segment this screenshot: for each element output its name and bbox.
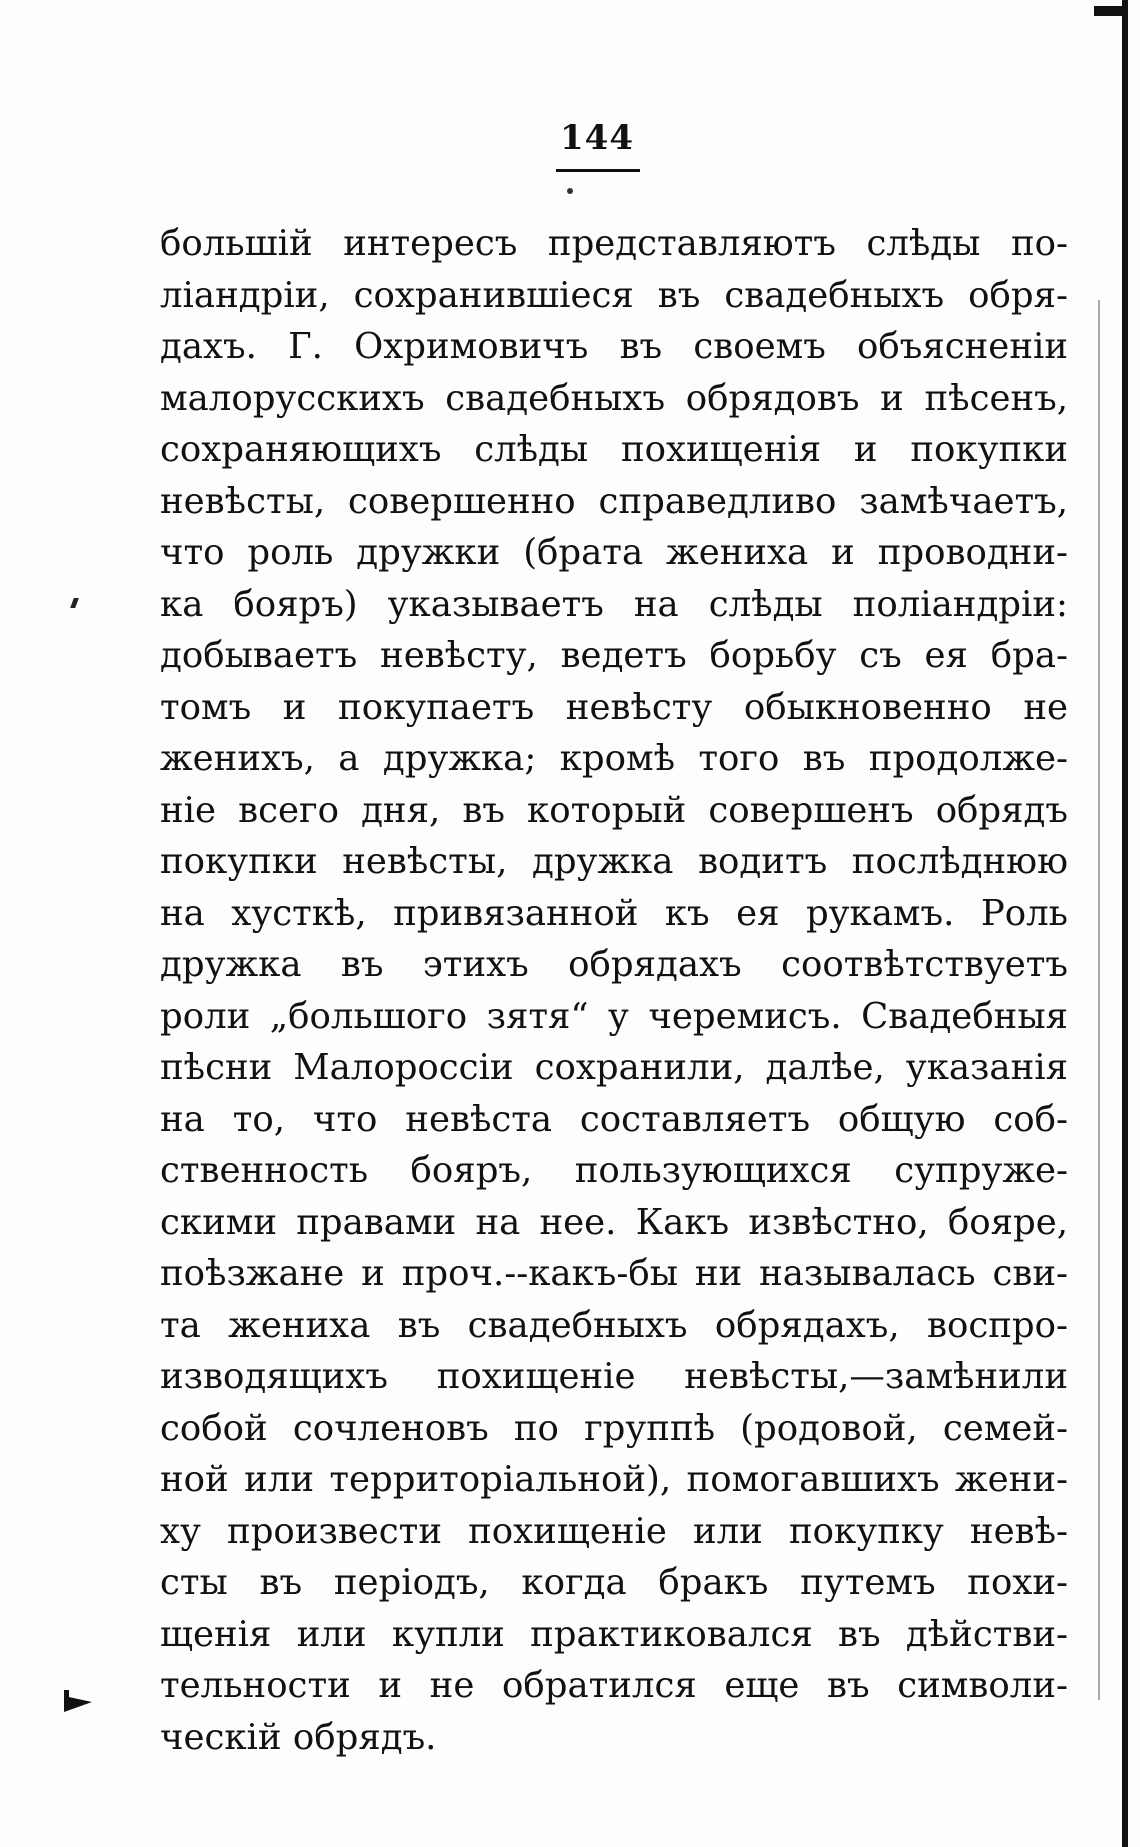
text-line: тельности и не обратился еще въ символи- (160, 1665, 1068, 1706)
page-number: 144 (560, 118, 634, 158)
text-line: поѣзжане и проч.--какъ-бы ни называлась сви- (160, 1253, 1068, 1294)
text-line: сохраняющихъ слѣды похищенія и покупки (160, 429, 1068, 470)
page-edge-corner (1094, 6, 1122, 16)
text-line: та жениха въ свадебныхъ обрядахъ, воспро- (160, 1304, 1068, 1346)
margin-pointer-icon (64, 1696, 92, 1712)
text-line: большій интересъ представляютъ слѣды по- (160, 223, 1068, 264)
text-line: дахъ. Г. Охримовичъ въ своемъ объясненіи (160, 326, 1068, 367)
text-line: сты въ періодъ, когда бракъ путемъ похи- (160, 1562, 1068, 1603)
text-line: ной или территоріальной), помогавшихъ жени- (160, 1459, 1068, 1500)
page-number-underline (556, 169, 640, 172)
print-dot (567, 188, 573, 194)
text-line: скими правами на нее. Какъ извѣстно, бояре, (160, 1201, 1068, 1243)
text-line: ка бояръ) указываетъ на слѣды поліандріи: (160, 583, 1068, 625)
text-line: роли „большого зятя“ у черемисъ. Свадебныя (160, 995, 1068, 1037)
text-line: ху произвести похищеніе или покупку невѣ- (160, 1510, 1068, 1552)
text-line: томъ и покупаетъ невѣсту обыкновенно не (160, 686, 1068, 728)
text-line: невѣсты, совершенно справедливо замѣчаетъ, (160, 480, 1068, 522)
text-line: дружка въ этихъ обрядахъ соотвѣтствуетъ (160, 944, 1068, 985)
text-line: ніе всего дня, въ который совершенъ обрядъ (160, 789, 1068, 831)
text-line: пѣсни Малороссіи сохранили, далѣе, указанія (160, 1047, 1068, 1088)
text-line: добываетъ невѣсту, ведетъ борьбу съ ея бра- (160, 635, 1068, 676)
text-line: ліандріи, сохранившіеся въ свадебныхъ обря- (160, 274, 1068, 316)
text-line: ческій обрядъ. (160, 1716, 437, 1758)
text-line: на то, что невѣста составляетъ общую соб- (160, 1098, 1068, 1140)
margin-rule (1098, 300, 1100, 1700)
text-line: что роль дружки (брата жениха и проводни- (160, 532, 1068, 573)
margin-mark (70, 598, 79, 608)
text-line: изводящихъ похищеніе невѣсты,—замѣнили (160, 1356, 1068, 1397)
text-line: покупки невѣсты, дружка водитъ послѣднюю (160, 841, 1068, 882)
page-edge-shadow (1122, 0, 1128, 1847)
body-text (160, 218, 1068, 1763)
text-line: на хусткѣ, привязанной къ ея рукамъ. Роль (160, 892, 1068, 934)
text-line: ственность бояръ, пользующихся супруже- (160, 1150, 1068, 1191)
text-line: малорусскихъ свадебныхъ обрядовъ и пѣсенъ, (160, 377, 1068, 419)
text-line: щенія или купли практиковался въ дѣйстви- (160, 1613, 1068, 1655)
text-line: женихъ, а дружка; кромѣ того въ продолже- (160, 738, 1068, 779)
text-line: собой сочленовъ по группѣ (родовой, семей- (160, 1407, 1068, 1449)
